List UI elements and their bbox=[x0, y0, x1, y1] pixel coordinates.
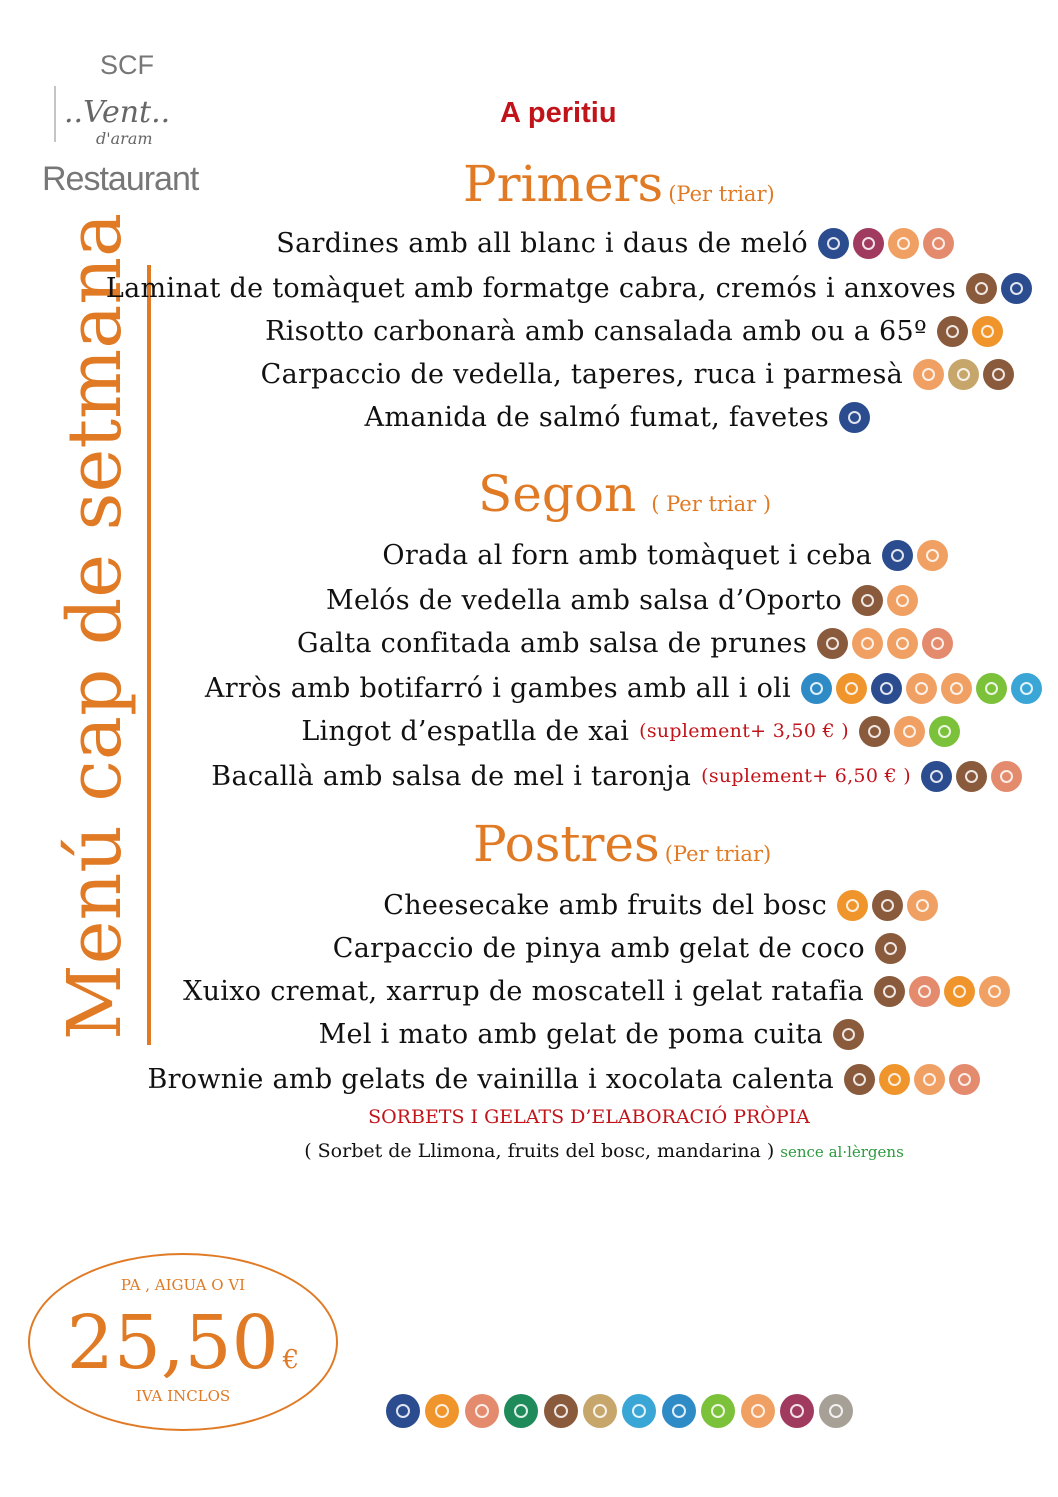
dish-row bbox=[147, 1058, 980, 1100]
gluten-icon bbox=[914, 1064, 945, 1095]
lupin-icon bbox=[819, 1394, 853, 1428]
dish-name: Brownie amb gelats de vainilla i xocolata calenta bbox=[147, 1063, 834, 1095]
nuts-icon bbox=[922, 628, 953, 659]
sorbets-list: ( Sorbet de Llimona, fruits del bosc, mandarina ) bbox=[304, 1140, 775, 1162]
dish-row bbox=[382, 534, 948, 576]
milk-icon bbox=[956, 761, 987, 792]
allergen-legend bbox=[386, 1394, 859, 1428]
milk-icon bbox=[874, 976, 905, 1007]
dish-row bbox=[319, 1013, 864, 1055]
dish-row bbox=[265, 310, 1003, 352]
egg-icon bbox=[972, 316, 1003, 347]
segon-title: Segon bbox=[478, 465, 637, 523]
logo-name: ..Vent.. bbox=[64, 95, 171, 130]
dish-name: Arròs amb botifarró i gambes amb all i oli bbox=[204, 672, 791, 704]
dish-name: Melós de vedella amb salsa d’Oporto bbox=[326, 584, 842, 616]
fish-icon bbox=[386, 1394, 420, 1428]
primers-title: Primers bbox=[463, 155, 664, 213]
gluten-icon bbox=[907, 890, 938, 921]
egg-icon bbox=[944, 976, 975, 1007]
gluten-icon bbox=[917, 540, 948, 571]
segon-list bbox=[0, 532, 1058, 802]
mollusc-icon bbox=[1011, 673, 1042, 704]
milk-icon bbox=[937, 316, 968, 347]
dish-row bbox=[211, 755, 1022, 797]
milk-icon bbox=[852, 585, 883, 616]
dish-name: Risotto carbonarà amb cansalada amb ou a 65º bbox=[265, 315, 927, 347]
primers-list bbox=[0, 220, 1058, 440]
dish-row bbox=[301, 710, 960, 752]
postres-title: Postres bbox=[473, 815, 660, 873]
segon-heading bbox=[478, 465, 771, 523]
gluten-icon bbox=[888, 228, 919, 259]
sulphites-icon bbox=[780, 1394, 814, 1428]
milk-icon bbox=[983, 359, 1014, 390]
dish-name: Sardines amb all blanc i daus de meló bbox=[276, 227, 808, 259]
crustacean-icon bbox=[801, 673, 832, 704]
dish-name: Galta confitada amb salsa de prunes bbox=[297, 627, 807, 659]
dish-name: Carpaccio de vedella, taperes, ruca i parmesà bbox=[260, 358, 903, 390]
dish-row bbox=[383, 884, 938, 926]
postres-heading bbox=[473, 815, 771, 873]
sorbets-line bbox=[0, 1140, 1058, 1162]
dish-row bbox=[205, 667, 1042, 709]
crustacean-icon bbox=[662, 1394, 696, 1428]
postres-note: (Per triar) bbox=[664, 842, 772, 866]
dish-row bbox=[297, 622, 953, 664]
nuts-icon bbox=[949, 1064, 980, 1095]
supplement-price: (suplement+ 6,50 € ) bbox=[701, 765, 911, 787]
celery-icon bbox=[929, 716, 960, 747]
dish-name: Bacallà amb salsa de mel i taronja bbox=[211, 760, 692, 792]
gluten-icon bbox=[887, 628, 918, 659]
egg-icon bbox=[837, 890, 868, 921]
nuts-icon bbox=[923, 228, 954, 259]
gluten-icon bbox=[894, 716, 925, 747]
dish-row bbox=[365, 396, 870, 438]
mollusc-icon bbox=[622, 1394, 656, 1428]
dish-name: Laminat de tomàquet amb formatge cabra, cremós i anxoves bbox=[105, 272, 956, 304]
vertical-menu-title: Menú cap de setmana bbox=[52, 212, 138, 1040]
milk-icon bbox=[966, 273, 997, 304]
dish-name: Xuixo cremat, xarrup de moscatell i gelat ratafia bbox=[183, 975, 864, 1007]
fish-icon bbox=[871, 673, 902, 704]
gluten-icon bbox=[941, 673, 972, 704]
fish-icon bbox=[818, 228, 849, 259]
nuts-icon bbox=[465, 1394, 499, 1428]
supplement-price: (suplement+ 3,50 € ) bbox=[639, 720, 849, 742]
celery-icon bbox=[701, 1394, 735, 1428]
milk-icon bbox=[872, 890, 903, 921]
primers-note: (Per triar) bbox=[668, 182, 775, 206]
gluten-icon bbox=[913, 359, 944, 390]
logo-sub: d'aram bbox=[96, 129, 153, 148]
gluten-icon bbox=[741, 1394, 775, 1428]
dish-name: Amanida de salmó fumat, favetes bbox=[364, 401, 829, 433]
price-amount: 25,50 bbox=[66, 1300, 279, 1386]
price-tax: IVA INCLOS bbox=[135, 1387, 231, 1405]
dish-row bbox=[276, 222, 954, 264]
price-includes: PA , AIGUA O VI bbox=[120, 1276, 246, 1294]
nuts-icon bbox=[909, 976, 940, 1007]
sesame-icon bbox=[948, 359, 979, 390]
allergen-free-note: sence al·lèrgens bbox=[780, 1143, 904, 1161]
dish-row bbox=[261, 353, 1014, 395]
price-currency: € bbox=[282, 1345, 300, 1375]
fish-icon bbox=[882, 540, 913, 571]
milk-icon bbox=[544, 1394, 578, 1428]
postres-list bbox=[0, 882, 1058, 1102]
logo-restaurant: Restaurant bbox=[42, 160, 199, 198]
gluten-icon bbox=[852, 628, 883, 659]
egg-icon bbox=[879, 1064, 910, 1095]
celery-icon bbox=[976, 673, 1007, 704]
segon-note: ( Per triar ) bbox=[651, 492, 772, 516]
sulphites-icon bbox=[853, 228, 884, 259]
sorbets-title: SORBETS I GELATS D’ELABORACIÓ PRÒPIA bbox=[368, 1106, 810, 1128]
fish-icon bbox=[921, 761, 952, 792]
dish-row bbox=[183, 970, 1010, 1012]
logo-scf: SCF bbox=[100, 50, 154, 80]
aperitiu-heading: A peritiu bbox=[500, 97, 617, 129]
primers-heading bbox=[463, 155, 775, 213]
gluten-icon bbox=[887, 585, 918, 616]
milk-icon bbox=[875, 933, 906, 964]
egg-icon bbox=[836, 673, 867, 704]
dish-name: Orada al forn amb tomàquet i ceba bbox=[382, 539, 872, 571]
vent-daram-logo bbox=[52, 84, 202, 154]
fish-icon bbox=[839, 402, 870, 433]
milk-icon bbox=[844, 1064, 875, 1095]
mustard-icon bbox=[504, 1394, 538, 1428]
dish-name: Cheesecake amb fruits del bosc bbox=[383, 889, 827, 921]
dish-name: Mel i mato amb gelat de poma cuita bbox=[318, 1018, 823, 1050]
gluten-icon bbox=[979, 976, 1010, 1007]
milk-icon bbox=[817, 628, 848, 659]
milk-icon bbox=[859, 716, 890, 747]
dish-row bbox=[333, 927, 906, 969]
gluten-icon bbox=[906, 673, 937, 704]
sesame-icon bbox=[583, 1394, 617, 1428]
dish-row bbox=[106, 267, 1032, 309]
milk-icon bbox=[833, 1019, 864, 1050]
dish-row bbox=[326, 579, 918, 621]
price-line bbox=[28, 1300, 338, 1386]
dish-name: Lingot d’espatlla de xai bbox=[301, 715, 630, 747]
dish-name: Carpaccio de pinya amb gelat de coco bbox=[332, 932, 865, 964]
fish-icon bbox=[1001, 273, 1032, 304]
nuts-icon bbox=[991, 761, 1022, 792]
egg-icon bbox=[425, 1394, 459, 1428]
